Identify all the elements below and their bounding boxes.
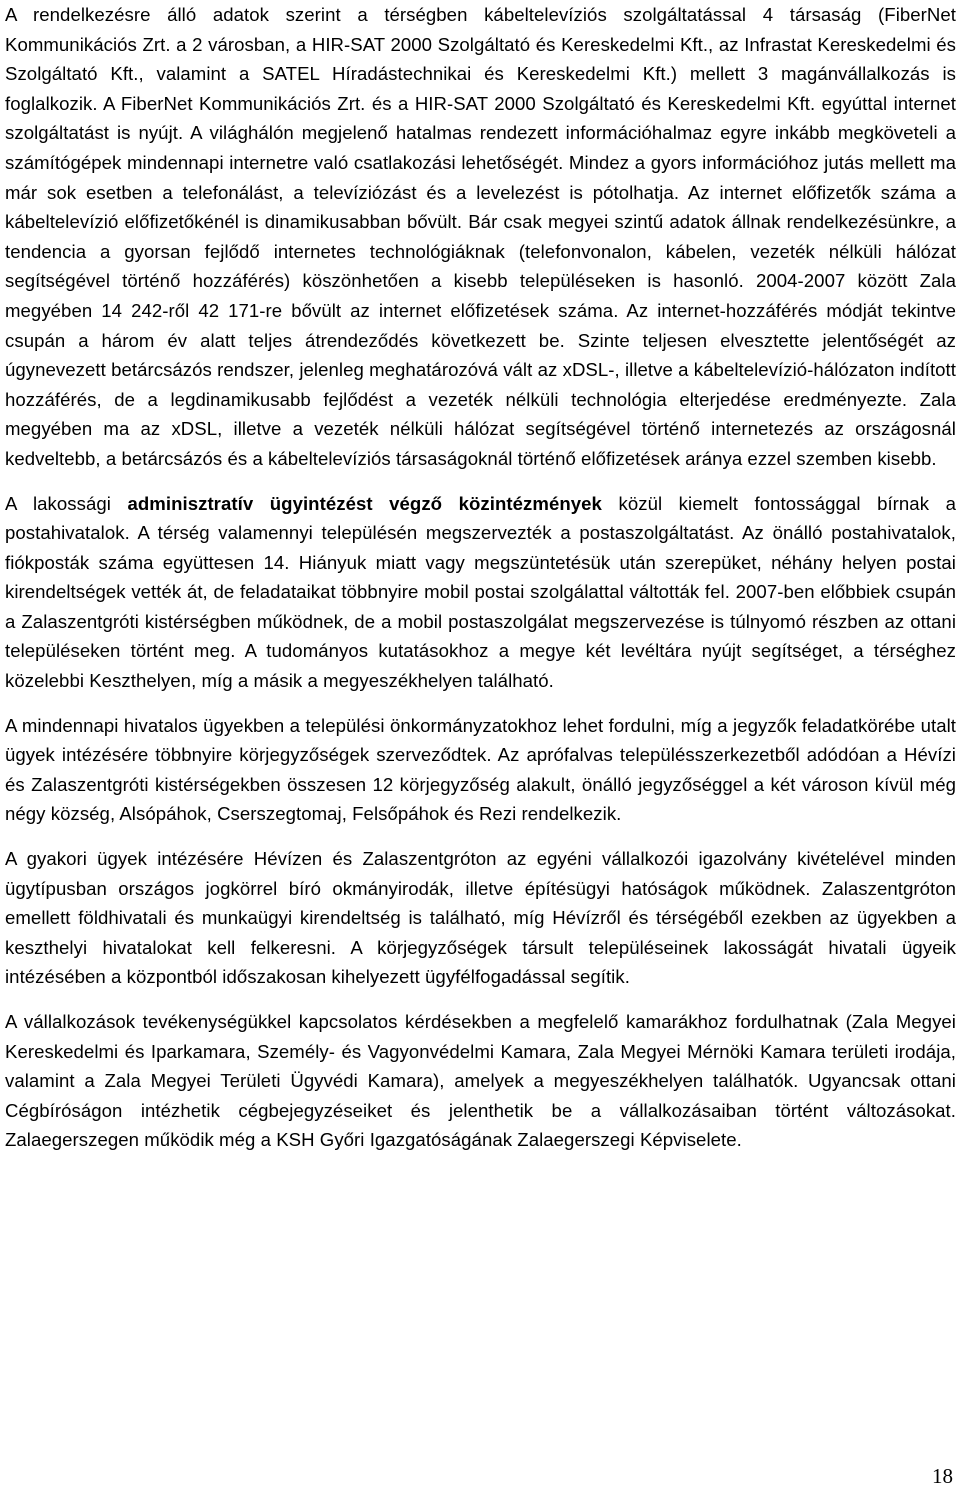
paragraph-public-offices: A gyakori ügyek intézésére Hévízen és Zalaszentgróton az egyéni vállalkozói igazolvány kivételével minden ügytípusban országos jogkörrel bíró okmányirodák, illetve építésügyi hatóságok működnek. Zalaszentgróton emellett földhivatali és munkaügyi kirendeltség is található, míg Hévízről és térségéből ezekben az ügyekben a keszthelyi hivatalokat kell felkeresni. A körjegyzőségek társult településeinek lakosságát hivatali ügyeik intézésében a központból időszakosan kihelyezett ügyfélfogadással segítik. [5, 848, 956, 988]
paragraph-post-offices [5, 489, 956, 696]
paragraph-chambers: A vállalkozások tevékenységükkel kapcsolatos kérdésekben a megfelelő kamarákhoz fordulhatnak (Zala Megyei Kereskedelmi és Iparkamara, Személy- és Vagyonvédelmi Kamara, Zala Megyei Mérnöki Kamara területi irodája, valamint a Zala Megyei Területi Ügyvédi Kamara), amelyek a megyeszékhelyen találhatók. Ugyancsak ottani Cégbíróságon intézhetik cégbejegyzéseiket és jelenthetik be a vállalkozásaiban történt változásokat. Zalaegerszegen működik még a KSH Győri Igazgatóságának Zalaegerszegi Képviselete. [5, 1011, 956, 1151]
paragraph-cable-internet: A rendelkezésre álló adatok szerint a térségben kábeltelevíziós szolgáltatással 4 társaság (FiberNet Kommunikációs Zrt. a 2 városban, a HIR-SAT 2000 Szolgáltató és Kereskedelmi Kft., az Infrastat Kereskedelmi és Szolgáltató Kft., valamint a SATEL Híradástechnikai és Kereskedelmi Kft.) mellett 3 magánvállalkozás is foglalkozik. A FiberNet Kommunikációs Zrt. és a HIR-SAT 2000 Szolgáltató és Kereskedelmi Kft. egyúttal internet szolgáltatást is nyújt. A világhálón megjelenő hatalmas rendezett információhalmaz egyre inkább megköveteli a számítógépek mindennapi internetre való csatlakozási lehetőségét. Mindez a gyors információhoz jutás mellett ma már sok esetben a telefonálást, a televíziózást és a levelezést is pótolhatja. Az internet előfizetők száma a kábeltelevízió előfizetőkénél is dinamikusabban bővült. Bár csak megyei szintű adatok állnak rendelkezésünkre, a tendencia a gyorsan fejlődő internetes technológiáknak (telefonvonalon, kábelen, vezeték nélküli hálózat segítségével történő hozzáférés) köszönhetően a kisebb településeken is hasonló. 2004-2007 között Zala megyében 14 242-ről 42 171-re bővült az internet előfizetések száma. Az internet-hozzáférés módját tekintve csupán a három év alatt teljes átrendeződés következett be. Szinte teljesen elvesztette jelentőségét az úgynevezett betárcsázós rendszer, jelenleg meghatározóvá vált az xDSL-, illetve a kábeltelevízió-hálózaton indított hozzáférés, de a legdinamikusabb fejlődést a vezeték nélküli technológia elterjedése eredményezte. Zala megyében ma az xDSL, illetve a vezeték nélküli hálózat segítségével történő internetezés az országosnál kedveltebb, a betárcsázós és a kábeltelevíziós társaságoknál történő előfizetések aránya ezzel szemben kisebb. [5, 4, 956, 469]
paragraph-local-government: A mindennapi hivatalos ügyekben a települési önkormányzatokhoz lehet fordulni, míg a jegyzők feladatkörébe utalt ügyek intézésére többnyire körjegyzőségek szerveződtek. Az aprófalvas településszerkezetből adódóan a Hévízi és Zalaszentgróti kistérségekben összesen 12 körjegyzőség alakult, önálló jegyzőséggel a két városon kívül még négy község, Alsópáhok, Cserszegtomaj, Felsőpáhok és Rezi rendelkezik. [5, 714, 956, 825]
emphasized-phrase: adminisztratív ügyintézést végző közintézmények [127, 492, 602, 514]
document-body [5, 0, 956, 1155]
page-number: 18 [932, 1464, 953, 1488]
paragraph-post-offices-body: közül kiemelt fontossággal bírnak a postahivatalok. A térség valamennyi településén megszervezték a postaszolgáltatást. Az önálló postahivatalok, fiókposták száma együttesen 14. Hiányuk miatt vagy megszüntetésük után szerepüket, néhány helyen postai kirendeltségek vették át, de feladataikat többnyire mobil postai szolgálattal váltották fel. 2007-ben előbbiek csupán a Zalaszentgróti kistérségben működnek, de a mobil postaszolgálat megszervezése is túlnyomó részben az ottani településeken történt meg. A tudományos kutatásokhoz a megye két levéltára nyújt segítséget, a térséghez közelebbi Keszthelyen, míg a másik a megyeszékhelyen található. [5, 492, 956, 692]
paragraph-post-offices-intro: A lakossági [5, 492, 128, 514]
